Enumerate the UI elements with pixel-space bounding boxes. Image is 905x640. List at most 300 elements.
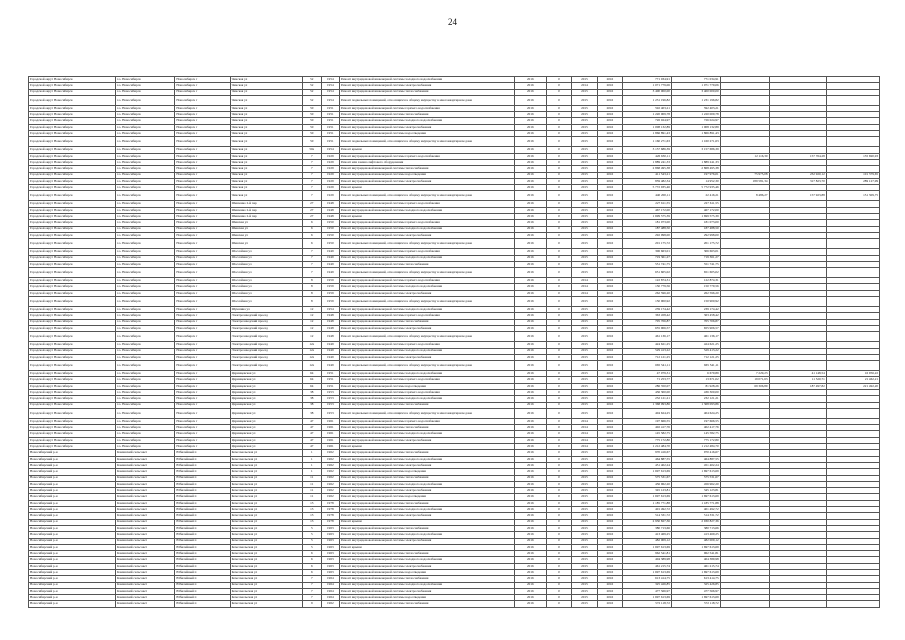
table-cell: Новосибирск г [175, 255, 230, 261]
table-cell: Новосибирский р-н [29, 544, 116, 550]
table-cell: Новосибирский р-н [29, 513, 116, 519]
table-cell: Ремонт внутридомовой инженерной системы холодного водоснабжения [339, 255, 514, 261]
table-cell [720, 137, 769, 147]
table-cell: 2016 [514, 488, 546, 494]
table-cell: 0 [546, 525, 571, 531]
table-cell: 0 [546, 418, 571, 424]
table-cell: 2015 [572, 95, 597, 105]
table-cell [769, 268, 826, 278]
table-cell: Ремонт внутридомовой инженерной системы горячего водоснабжения [339, 418, 514, 424]
table-cell: 12а [302, 361, 321, 371]
table-cell: 3 400 000,00 [623, 89, 672, 95]
table-cell: 325 426,85 [623, 582, 672, 588]
table-cell: 2016 [597, 437, 622, 443]
table-cell: Юбилейный п [175, 582, 230, 588]
table-cell: 0 [546, 570, 571, 576]
page-number: 24 [448, 17, 457, 27]
table-cell: Ремонт подвальных помещений, относящихся к общему имуществу в многоквартирном доме [339, 239, 514, 249]
table-cell: Юбилейный п [175, 544, 230, 550]
table-cell: 1964 [321, 595, 339, 601]
table-cell: 2016 [597, 361, 622, 371]
table-cell: 1962 [321, 462, 339, 468]
table-cell: 2016 [597, 284, 622, 290]
table-cell: Каменский сельсовет [116, 570, 175, 576]
table-cell: 2015 [572, 342, 597, 348]
table-cell: 2016 [597, 475, 622, 481]
table-cell: Новосибирский р-н [29, 481, 116, 487]
table-cell: 47 [302, 431, 321, 437]
table-cell: 2016 [597, 105, 622, 111]
table-cell: Городской округ Новосибирск [29, 444, 116, 450]
table-cell: 1962 [321, 481, 339, 487]
table-cell: г.о. Новосибирск [116, 332, 175, 342]
table-cell [720, 95, 769, 105]
table-cell: 1951 [321, 131, 339, 137]
table-cell: 2016 [597, 95, 622, 105]
table-cell [826, 408, 879, 418]
table-cell: 2016 [597, 538, 622, 544]
table-cell: 2016 [514, 239, 546, 249]
table-cell: 712 121,25 [623, 354, 672, 360]
table-cell: Юбилейный п [175, 570, 230, 576]
table-cell: 1 220 009,78 [671, 112, 720, 118]
table-cell [826, 297, 879, 307]
table-cell: 2016 [514, 207, 546, 213]
table-cell: 12 116,30 [720, 153, 769, 159]
table-cell: Шевская ул [230, 239, 302, 249]
table-cell: 2016 [514, 178, 546, 184]
table-cell: 1954 [321, 95, 339, 105]
table-cell: 0 [546, 297, 571, 307]
table-cell: Ремонт подвальных помещений, относящихся к общему имуществу в многоквартирном доме [339, 332, 514, 342]
table-cell: 232 920,12 [769, 172, 826, 178]
table-cell: Новосибирск г [175, 172, 230, 178]
table-cell: Комсомольская ул [230, 582, 302, 588]
table-cell: Комсомольская ул [230, 544, 302, 550]
table-cell: 12 [302, 313, 321, 319]
table-cell: 2015 [572, 354, 597, 360]
table-cell: Новосибирский р-н [29, 450, 116, 456]
table-cell: 2016 [597, 278, 622, 284]
table-cell: Шевская ул [230, 226, 302, 232]
table-cell: Ремонт внутридомовой инженерной системы холодного водоснабжения [339, 557, 514, 563]
table-cell: 2015 [572, 371, 597, 377]
table-cell [720, 268, 769, 278]
table-cell: 0 [546, 239, 571, 249]
table-cell: 2016 [597, 582, 622, 588]
table-cell: 2016 [514, 297, 546, 307]
table-cell: 145 582,75 [671, 431, 720, 437]
table-cell: 1951 [321, 371, 339, 377]
table-cell: г.о. Новосибирск [116, 268, 175, 278]
table-cell: 1959 [321, 297, 339, 307]
table-cell: г.о. Новосибирск [116, 214, 175, 220]
table-cell: 6 [302, 570, 321, 576]
table-cell: 2015 [572, 239, 597, 249]
table-cell: 2015 [572, 402, 597, 408]
table-cell: 2016 [514, 532, 546, 538]
table-cell: 2015 [572, 261, 597, 267]
table-cell: 1963 [321, 525, 339, 531]
table-cell: Ремонт внутридомовой инженерной системы холодного водоснабжения [339, 226, 514, 232]
table-cell: 2016 [514, 159, 546, 165]
table-cell: 529 413,22 [671, 348, 720, 354]
table-cell: г.о. Новосибирск [116, 261, 175, 267]
table-cell: Городской округ Новосибирск [29, 383, 116, 389]
table-cell: 529 413,22 [623, 348, 672, 354]
table-cell: 1962 [321, 450, 339, 456]
table-cell: Городской округ Новосибирск [29, 172, 116, 178]
table-cell: 7 [302, 576, 321, 582]
table-cell: Ремонт внутридомовой инженерной системы горячего водоснабжения [339, 313, 514, 319]
table-cell: Каменский сельсовет [116, 563, 175, 569]
table-cell: 0 [546, 249, 571, 255]
table-cell: 2016 [597, 255, 622, 261]
table-cell: 2016 [514, 105, 546, 111]
table-cell: 0 [546, 131, 571, 137]
table-cell: 451 402,24 [623, 462, 672, 468]
table-cell: 0 [546, 124, 571, 130]
table-cell: Ремонт внутридомовой инженерной системы теплоснабжения [339, 601, 514, 607]
table-cell: 2016 [514, 563, 546, 569]
table-cell: 1 368 093,86 [671, 402, 720, 408]
table-cell: 75 975,08 [720, 172, 769, 178]
table-cell: г.о. Новосибирск [116, 437, 175, 443]
table-cell: Шукшина ул [230, 307, 302, 313]
table-cell [769, 239, 826, 249]
table-cell: Чемская ул [230, 159, 302, 165]
table-cell: 2016 [597, 249, 622, 255]
table-cell: Комсомольская ул [230, 462, 302, 468]
table-cell: 7 [302, 172, 321, 178]
table-cell: 413 469,25 [671, 532, 720, 538]
table-cell: Электрозаводский проезд [230, 342, 302, 348]
table-cell: 1 697 613,69 [671, 570, 720, 576]
table-cell: г.о. Новосибирск [116, 201, 175, 207]
table-cell: Городской округ Новосибирск [29, 124, 116, 130]
table-cell: 2016 [514, 507, 546, 513]
table-cell: г.о. Новосибирск [116, 95, 175, 105]
table-cell: 2016 [514, 361, 546, 371]
table-cell: 2016 [514, 570, 546, 576]
table-cell: Ядринцевская ул [230, 444, 302, 450]
table-cell: 2016 [514, 342, 546, 348]
table-cell: Ремонт внутридомовой инженерной системы электроснабжения [339, 290, 514, 296]
table-cell: 0 [546, 137, 571, 147]
table-cell: Ремонт крыши [339, 185, 514, 191]
table-cell: 2016 [597, 402, 622, 408]
table-cell: г.о. Новосибирск [116, 191, 175, 201]
table-cell: 461 136,17 [623, 332, 672, 342]
table-cell: 2016 [514, 214, 546, 220]
table-cell: 2 930 827,36 [671, 519, 720, 525]
table-cell: 1948 [321, 214, 339, 220]
table-cell: Городской округ Новосибирск [29, 118, 116, 124]
table-cell: 52 [302, 83, 321, 89]
table-cell: 2016 [514, 354, 546, 360]
table-cell: 2016 [597, 595, 622, 601]
table-cell: 1948 [321, 332, 339, 342]
table-cell [720, 332, 769, 342]
table-cell: 2015 [572, 570, 597, 576]
table-cell: 2016 [514, 153, 546, 159]
table-cell: 0 [546, 261, 571, 267]
table-cell: Ремонт крыши [339, 519, 514, 525]
table-cell: Городской округ Новосибирск [29, 278, 116, 284]
table-cell: Городской округ Новосибирск [29, 348, 116, 354]
table-cell: 1951 [321, 118, 339, 124]
table-cell: Шевченко 2-й пер [230, 207, 302, 213]
table-cell: 1962 [321, 601, 339, 607]
table-cell: Ремонт внутридомовой инженерной системы холодного водоснабжения [339, 456, 514, 462]
table-cell: 2015 [572, 201, 597, 207]
table-cell: Каменский сельсовет [116, 475, 175, 481]
table-cell: 189 581,34 [720, 178, 769, 184]
table-cell: 2016 [597, 431, 622, 437]
table-cell: г.о. Новосибирск [116, 255, 175, 261]
table-cell: Чемская ул [230, 77, 302, 83]
table-cell: 404 624,25 [671, 408, 720, 418]
table-cell: Каменский сельсовет [116, 456, 175, 462]
table-cell: 8 [302, 284, 321, 290]
table-cell: Городской округ Новосибирск [29, 226, 116, 232]
table-cell: 1 071 779,06 [671, 83, 720, 89]
table-cell: 719 361,27 [671, 255, 720, 261]
table-cell: Городской округ Новосибирск [29, 185, 116, 191]
table-cell: Юбилейный п [175, 588, 230, 594]
table-cell: 2016 [597, 525, 622, 531]
table-cell: Электрозаводский проезд [230, 348, 302, 354]
table-cell: 2015 [572, 488, 597, 494]
table-cell: Ремонт внутридомовой инженерной системы холодного водоснабжения [339, 284, 514, 290]
table-cell: г.о. Новосибирск [116, 425, 175, 431]
table-cell: 306 663,01 [623, 249, 672, 255]
table-cell: Ремонт внутридомовой инженерной системы холодного водоснабжения [339, 582, 514, 588]
table-cell: Ремонт внутридомовой инженерной системы теплоснабжения [339, 576, 514, 582]
table-cell: г.о. Новосибирск [116, 278, 175, 284]
table-cell: Ремонт внутридомовой инженерной системы горячего водоснабжения [339, 153, 514, 159]
table-cell: 2015 [572, 525, 597, 531]
table-cell: Шосcейная ул [230, 290, 302, 296]
table-cell: 150 900,92 [623, 297, 672, 307]
table-cell: 1962 [321, 469, 339, 475]
table-cell: Ремонт крыши [339, 444, 514, 450]
table-cell: Новосибирский р-н [29, 469, 116, 475]
table-cell: 2015 [572, 226, 597, 232]
table-cell: Ремонт внутридомовой инженерной системы электроснабжения [339, 588, 514, 594]
table-cell: Новосибирск г [175, 226, 230, 232]
table-cell: 0 [546, 532, 571, 538]
table-cell: 651 605,02 [623, 268, 672, 278]
table-cell: г.о. Новосибирск [116, 307, 175, 313]
table-cell: 2016 [514, 261, 546, 267]
table-cell: 2016 [597, 576, 622, 582]
table-cell: 2016 [514, 519, 546, 525]
table-cell: 1954 [321, 307, 339, 313]
table-cell: Чемская ул [230, 166, 302, 172]
table-cell: 50 [302, 105, 321, 111]
table-cell: 1963 [321, 557, 339, 563]
table-cell: 0 [546, 159, 571, 165]
table-cell [720, 239, 769, 249]
table-cell: 413 469,25 [623, 532, 672, 538]
table-cell: 2016 [514, 147, 546, 153]
table-cell: Ремонт внутридомовой инженерной системы электроснабжения [339, 488, 514, 494]
table-cell: 1929 [321, 159, 339, 165]
table-cell: 1954 [321, 147, 339, 153]
table-cell: 47 [302, 437, 321, 443]
table-cell: 2016 [514, 226, 546, 232]
table-cell: Городской округ Новосибирск [29, 232, 116, 238]
table-cell: 1948 [321, 325, 339, 331]
table-cell: 7 [302, 185, 321, 191]
table-cell: г.о. Новосибирск [116, 431, 175, 437]
table-cell: 2015 [572, 319, 597, 325]
table-cell: 2015 [572, 462, 597, 468]
table-cell: 2014 [572, 83, 597, 89]
table-cell: 27 [302, 214, 321, 220]
table-cell: Городской округ Новосибирск [29, 290, 116, 296]
table-cell: 0 [546, 588, 571, 594]
table-cell: 2016 [514, 290, 546, 296]
table-cell: 2016 [514, 268, 546, 278]
table-cell: 2 868 495,38 [623, 166, 672, 172]
table-cell: Городской округ Новосибирск [29, 95, 116, 105]
table-cell: 0 [546, 178, 571, 184]
table-cell: Каменский сельсовет [116, 525, 175, 531]
table-cell: 0 [546, 425, 571, 431]
table-cell: Новосибирск г [175, 268, 230, 278]
table-cell: Новосибирский р-н [29, 500, 116, 506]
table-cell: Городской округ Новосибирск [29, 178, 116, 184]
table-cell: 2016 [597, 444, 622, 450]
table-cell: 2016 [514, 95, 546, 105]
table-cell: Каменский сельсовет [116, 601, 175, 607]
table-cell: Ремонт крыши [339, 544, 514, 550]
table-cell: 38 [302, 396, 321, 402]
table-cell: Городской округ Новосибирск [29, 239, 116, 249]
table-cell: 289 127,99 [826, 178, 879, 184]
table-cell: г.о. Новосибирск [116, 226, 175, 232]
table-cell: 2015 [572, 408, 597, 418]
table-cell: 2015 [572, 532, 597, 538]
table-cell: г.о. Новосибирск [116, 105, 175, 111]
table-cell: 2014 [572, 431, 597, 437]
table-cell: 1964 [321, 588, 339, 594]
table-cell: 424 621,25 [623, 342, 672, 348]
table-cell: 1954 [321, 83, 339, 89]
table-cell: 2016 [597, 500, 622, 506]
table-cell: 2015 [572, 475, 597, 481]
table-cell: Юбилейный п [175, 576, 230, 582]
table-cell: 380 713,66 [671, 525, 720, 531]
table-cell: Комсомольская ул [230, 494, 302, 500]
table-cell: 52 [302, 77, 321, 83]
table-cell: Городской округ Новосибирск [29, 342, 116, 348]
table-cell: 477 566,97 [671, 588, 720, 594]
table-cell: 0 [546, 494, 571, 500]
table-cell: г.о. Новосибирск [116, 137, 175, 147]
table-cell: 201 175,72 [671, 239, 720, 249]
table-cell: 1929 [321, 178, 339, 184]
table-cell: 1 185 771,88 [671, 500, 720, 506]
table-cell: г.о. Новосибирск [116, 207, 175, 213]
table-cell: 551 741,75 [671, 261, 720, 267]
table-cell: 157 923,88 [769, 191, 826, 201]
table-cell: Новосибирск г [175, 178, 230, 184]
table-cell: г.о. Новосибирск [116, 131, 175, 137]
table-cell: Городской округ Новосибирск [29, 325, 116, 331]
table-cell: 1949 [321, 342, 339, 348]
table-cell: 0 [546, 313, 571, 319]
table-cell: 0 [546, 319, 571, 325]
table-cell: Чемская ул [230, 131, 302, 137]
table-cell: Городской округ Новосибирск [29, 437, 116, 443]
table-cell: Новосибирск г [175, 166, 230, 172]
table-cell: 0 [546, 354, 571, 360]
table-cell: 1929 [321, 166, 339, 172]
table-cell: 64 [302, 371, 321, 377]
table-cell: Новосибирск г [175, 239, 230, 249]
table-cell: 187 488,50 [623, 226, 672, 232]
table-cell: 2016 [514, 551, 546, 557]
table-cell: Чемская ул [230, 124, 302, 130]
table-cell: Ремонт подвальных помещений, относящихся к общему имуществу в многоквартирном доме [339, 297, 514, 307]
table-cell: Городской округ Новосибирск [29, 361, 116, 371]
table-cell: 2015 [572, 255, 597, 261]
table-cell: 7 [302, 261, 321, 267]
table-cell: 0 [546, 389, 571, 395]
table-cell: 0 [546, 371, 571, 377]
table-cell: Новосибирск г [175, 118, 230, 124]
table-cell: 2015 [572, 601, 597, 607]
table-cell: 2016 [514, 77, 546, 83]
table-cell: 6 [302, 220, 321, 226]
table-cell: Городской округ Новосибирск [29, 255, 116, 261]
table-cell: Каменский сельсовет [116, 582, 175, 588]
table-cell: 2016 [597, 232, 622, 238]
table-cell: 2015 [572, 361, 597, 371]
table-cell: Комсомольская ул [230, 551, 302, 557]
table-cell: Ремонт внутридомовой инженерной системы водоотведения [339, 383, 514, 389]
table-cell: Комсомольская ул [230, 519, 302, 525]
table-row [29, 95, 880, 105]
table-cell: 6 [302, 557, 321, 563]
table-cell: г.о. Новосибирск [116, 396, 175, 402]
table-cell [826, 332, 879, 342]
table-cell: Ремонт внутридомовой инженерной системы теплоснабжения [339, 319, 514, 325]
table-cell: 1 697 613,69 [623, 595, 672, 601]
table-cell: 187 497,82 [769, 383, 826, 389]
table-cell: Чемская ул [230, 83, 302, 89]
table-cell: Городской округ Новосибирск [29, 77, 116, 83]
table-cell: Шосcейная ул [230, 297, 302, 307]
table-cell: 771 034,91 [671, 77, 720, 83]
table-cell: 50 [302, 124, 321, 130]
table-cell: 1 697 613,69 [623, 570, 672, 576]
table-cell: Каменский сельсовет [116, 462, 175, 468]
table-cell: 27 [302, 201, 321, 207]
table-cell: 8 [302, 297, 321, 307]
table-cell: Новосибирский р-н [29, 494, 116, 500]
table-cell: 2016 [597, 159, 622, 165]
table-cell: 0 [546, 582, 571, 588]
table-cell: 970 416,67 [623, 450, 672, 456]
table-cell: Комсомольская ул [230, 576, 302, 582]
table-cell: Юбилейный п [175, 500, 230, 506]
table-cell: г.о. Новосибирск [116, 377, 175, 383]
table-cell: Новосибирск г [175, 371, 230, 377]
